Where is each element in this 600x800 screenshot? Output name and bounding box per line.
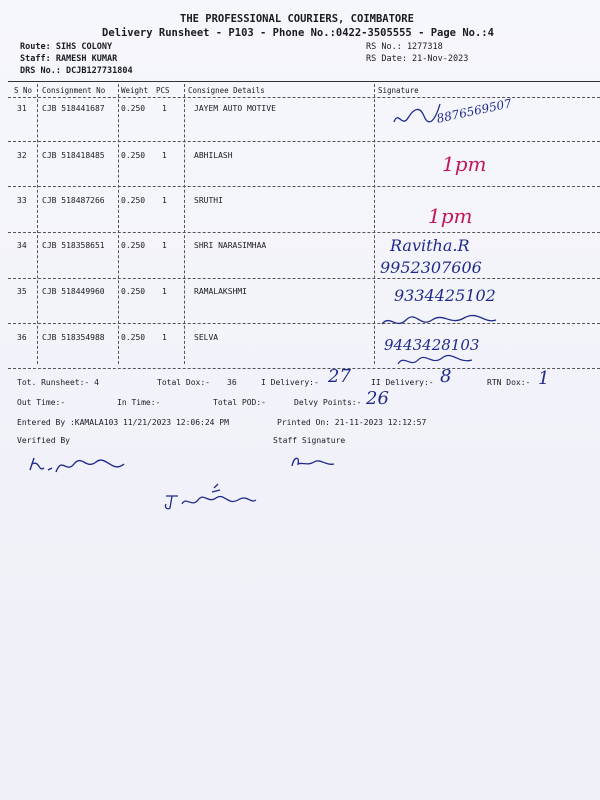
row-sno: 33 — [17, 196, 27, 205]
staff-label: Staff: RAMESH KUMAR — [20, 54, 118, 64]
handwritten-phone: 8876569507 — [435, 96, 513, 126]
rtn-dox-label: RTN Dox:- — [487, 378, 531, 387]
total-pod: Total POD:- — [213, 398, 266, 407]
row-consignment: CJB 518354988 — [42, 333, 105, 342]
rtn-dox-value: 1 — [538, 368, 550, 389]
row-weight: 0.250 — [121, 151, 146, 160]
col-divider — [37, 84, 38, 364]
table-bottom-rule — [8, 368, 600, 369]
row-consignee: SELVA — [194, 333, 219, 342]
row-sno: 32 — [17, 151, 27, 160]
rs-date: RS Date: 21-Nov-2023 — [366, 54, 469, 64]
row-pcs: 1 — [162, 196, 167, 205]
row-consignment: CJB 518418485 — [42, 151, 105, 160]
col-consignee: Consignee Details — [188, 86, 265, 95]
table-top-rule — [8, 81, 600, 82]
row-pcs: 1 — [162, 241, 167, 250]
row-sno: 31 — [17, 104, 27, 113]
handwritten-time: 1pm — [428, 204, 473, 228]
row-weight: 0.250 — [121, 287, 146, 296]
staff-signature-label: Staff Signature — [273, 436, 346, 445]
total-dox-value: 36 — [227, 378, 237, 387]
handwritten-name: Ravitha.R — [390, 236, 470, 255]
row-rule — [8, 141, 600, 142]
row-weight: 0.250 — [121, 196, 146, 205]
verified-by-label: Verified By — [17, 436, 70, 445]
row-rule — [8, 278, 600, 279]
tot-runsheet: Tot. Runsheet:- 4 — [17, 378, 99, 387]
drs-label: DRS No.: DCJB127731804 — [20, 66, 133, 76]
company-title: THE PROFESSIONAL COURIERS, COIMBATORE — [180, 13, 414, 25]
handwritten-phone: 9334425102 — [394, 286, 496, 305]
staff-signature — [288, 452, 338, 472]
row-consignee: RAMALAKSHMI — [194, 287, 247, 296]
row-consignee: SHRI NARASIMHAA — [194, 241, 267, 250]
col-divider — [184, 84, 185, 364]
row-consignee: SRUTHI — [194, 196, 223, 205]
total-dox-label: Total Dox:- — [157, 378, 210, 387]
col-divider — [374, 84, 375, 364]
additional-signature — [162, 482, 262, 512]
rs-number: RS No.: 1277318 — [366, 42, 443, 52]
row-consignee: ABHILASH — [194, 151, 233, 160]
i-delivery-label: I Delivery:- — [261, 378, 319, 387]
verifier-signature — [26, 452, 136, 482]
row-consignment: CJB 518487266 — [42, 196, 105, 205]
row-pcs: 1 — [162, 333, 167, 342]
ii-delivery-value: 8 — [440, 366, 452, 387]
delvy-points-label: Delvy Points:- — [294, 398, 362, 407]
col-weight: Weight — [121, 86, 149, 95]
row-rule — [8, 323, 600, 324]
entered-by: Entered By :KAMALA103 11/21/2023 12:06:24 PM — [17, 418, 229, 427]
row-rule — [8, 232, 600, 233]
row-sno: 35 — [17, 287, 27, 296]
row-sno: 36 — [17, 333, 27, 342]
col-pcs: PCS — [156, 86, 170, 95]
row-consignee: JAYEM AUTO MOTIVE — [194, 104, 276, 113]
handwritten-time: 1pm — [442, 152, 487, 176]
row-consignment: CJB 518358651 — [42, 241, 105, 250]
printed-on: Printed On: 21-11-2023 12:12:57 — [277, 418, 427, 427]
delvy-points-value: 26 — [366, 388, 389, 409]
ii-delivery-label: II Delivery:- — [371, 378, 434, 387]
col-divider — [118, 84, 119, 364]
row-consignment: CJB 518449960 — [42, 287, 105, 296]
row-sno: 34 — [17, 241, 27, 250]
out-time: Out Time:- — [17, 398, 66, 407]
i-delivery-value: 27 — [328, 366, 351, 387]
row-pcs: 1 — [162, 151, 167, 160]
row-consignment: CJB 518441687 — [42, 104, 105, 113]
runsheet-heading: Delivery Runsheet - P103 - Phone No.:0422-3505555 - Page No.:4 — [102, 27, 494, 39]
signature-row35 — [380, 312, 500, 332]
row-weight: 0.250 — [121, 241, 146, 250]
row-rule — [8, 186, 600, 187]
signature-row36 — [396, 352, 476, 370]
handwritten-phone: 9443428103 — [384, 336, 480, 354]
row-pcs: 1 — [162, 287, 167, 296]
row-weight: 0.250 — [121, 333, 146, 342]
col-sno: S No — [14, 86, 33, 95]
route-label: Route: SIHS COLONY — [20, 42, 113, 52]
in-time: In Time:- — [117, 398, 161, 407]
handwritten-phone: 9952307606 — [380, 258, 482, 277]
table-header-rule — [8, 97, 600, 98]
row-weight: 0.250 — [121, 104, 146, 113]
col-consignment: Consignment No — [42, 86, 106, 95]
col-signature: Signature — [378, 86, 419, 95]
row-pcs: 1 — [162, 104, 167, 113]
